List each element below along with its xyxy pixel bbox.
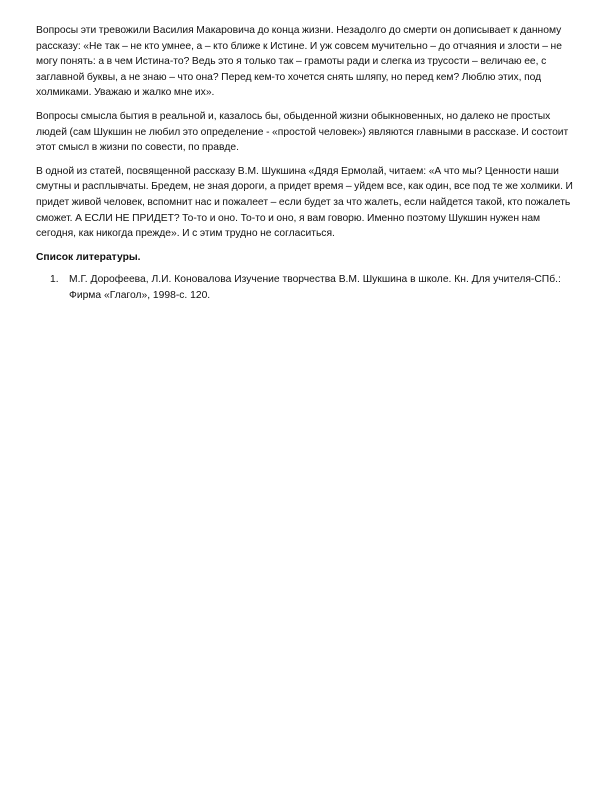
references-list	[36, 272, 580, 303]
body-paragraph-2: Вопросы смысла бытия в реальной и, казалось бы, обыденной жизни обыкновенных, но далеко не простых людей (сам Шукшин не любил это определение - «простой человек») являются главными в рассказе. И состоит этот смысл в жизни по совести, по правде.	[36, 110, 569, 154]
document-page	[36, 23, 580, 304]
body-paragraph-1: Вопросы эти тревожили Василия Макаровича до конца жизни. Незадолго до смерти он дописывает к данному рассказу: «Не так – не кто умнее, а – кто ближе к Истине. И уж совсем мучительно – до отчаяния и злости – не могу понять: а в чем Истина-то? Ведь это я только так – грамоты ради и слегка из трусости – величаю ее, с заглавной буквы, а не знаю – что она? Перед кем-то хочется снять шляпу, но перед кем? Люблю этих, под холмиками. Уважаю и жалко мне их».	[36, 25, 562, 99]
reference-text: М.Г. Дорофеева, Л.И. Коновалова Изучение творчества В.М. Шукшина в школе. Кн. Для учителя-СПб.: Фирма «Глагол», 1998-с. 120.	[69, 274, 561, 301]
reference-number: 1.	[50, 274, 59, 286]
references-heading: Список литературы.	[36, 251, 141, 263]
reference-item	[36, 272, 580, 303]
body-paragraph-3: В одной из статей, посвященной рассказу В.М. Шукшина «Дядя Ермолай, читаем: «А что мы? Ценности наши смутны и расплывчаты. Бредем, не зная дороги, а придет время – уйдем все, как один, все под те же холмики. И придет живой человек, вспомнит нас и пожалеет – если будет за что жалеть, если найдется такой, кто пожалеть сможет. А ЕСЛИ НЕ ПРИДЕТ? То-то и оно. То-то и оно, я вам говорю. Именно поэтому Шукшин нужен нам сегодня, как никогда прежде». И с этим трудно не согласиться.	[36, 165, 573, 240]
